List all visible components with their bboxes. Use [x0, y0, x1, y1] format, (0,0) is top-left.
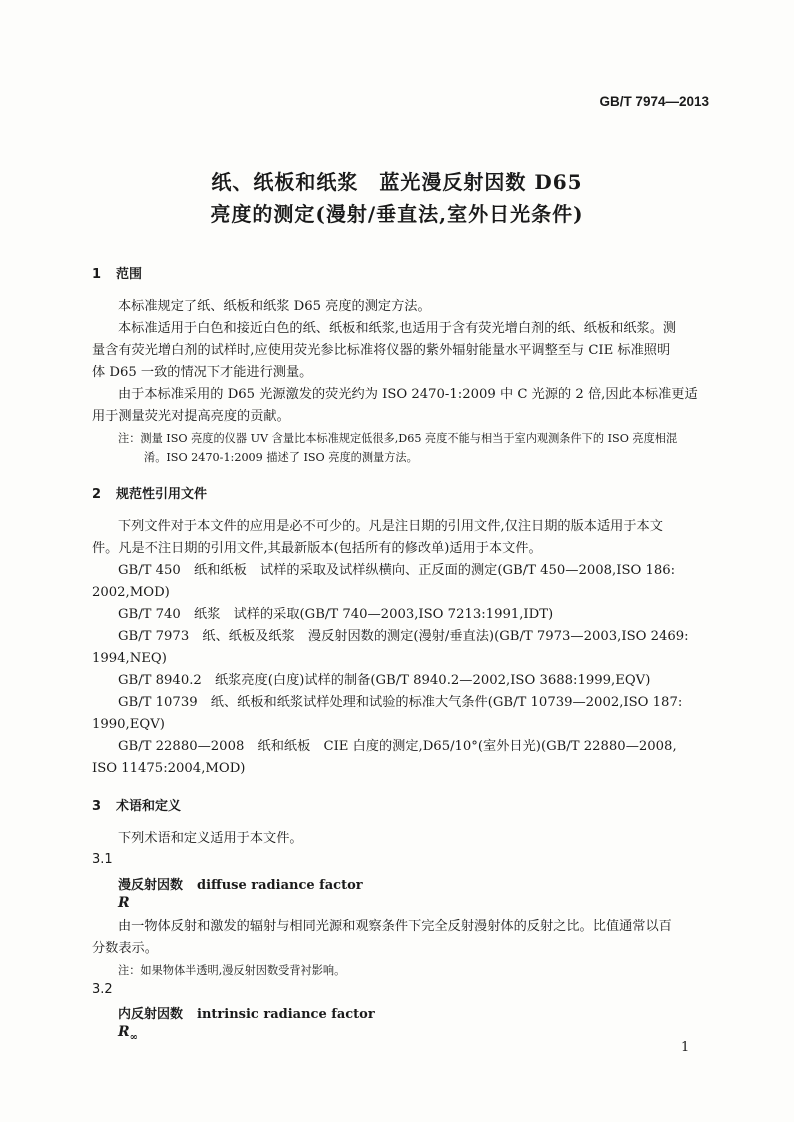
reference-item: GB/T 450 纸和纸板 试样的采取及试样纵横向、正反面的测定(GB/T 450—2008,ISO 186: — [118, 563, 676, 578]
term-chinese: 内反射因数 — [118, 1007, 184, 1022]
paragraph: 件。凡是不注日期的引用文件,其最新版本(包括所有的修改单)适用于本文件。 — [92, 541, 542, 556]
paragraph: 本标准适用于白色和接近白色的纸、纸板和纸浆,也适用于含有荧光增白剂的纸、纸板和纸浆。测 — [118, 321, 677, 336]
document-title-line-2: 亮度的测定(漫射/垂直法,室外日光条件) — [210, 202, 584, 226]
section-title: 术语和定义 — [116, 799, 182, 814]
note: 注：如果物体半透明,漫反射因数受背衬影响。 — [118, 964, 346, 977]
paragraph: 量含有荧光增白剂的试样时,应使用荧光参比标准将仪器的紫外辐射能量水平调整至与 CIE 标准照明 — [92, 343, 671, 358]
reference-item: GB/T 10739 纸、纸板和纸浆试样处理和试验的标准大气条件(GB/T 10739—2002,ISO 187: — [118, 695, 683, 710]
reference-item-continued: ISO 11475:2004,MOD) — [92, 761, 246, 776]
page-number: 1 — [681, 1040, 690, 1055]
term-heading — [118, 1003, 375, 1022]
paragraph: 下列文件对于本文件的应用是必不可少的。凡是注日期的引用文件,仅注日期的版本适用于本文 — [118, 519, 663, 534]
section-number: 2 — [92, 487, 102, 502]
term-symbol — [118, 1024, 138, 1043]
document-title-line-1: 纸、纸板和纸浆 蓝光漫反射因数 D65 — [211, 170, 583, 194]
term-number: 3.2 — [92, 982, 113, 997]
paragraph: 体 D65 一致的情况下才能进行测量。 — [92, 365, 313, 380]
note: 注：测量 ISO 亮度的仪器 UV 含量比本标准规定低很多,D65 亮度不能与相当于室内观测条件下的 ISO 亮度相混 — [118, 432, 678, 445]
symbol-subscript: ∞ — [129, 1031, 138, 1043]
reference-item: GB/T 8940.2 纸浆亮度(白度)试样的制备(GB/T 8940.2—2002,ISO 3688:1999,EQV) — [118, 673, 651, 688]
note: 淆。ISO 2470-1:2009 描述了 ISO 亮度的测量方法。 — [144, 451, 418, 464]
term-heading — [118, 874, 363, 893]
reference-item-continued: 1994,NEQ) — [92, 651, 167, 666]
term-definition: 分数表示。 — [92, 941, 158, 956]
section-2-heading — [92, 483, 207, 502]
term-chinese: 漫反射因数 — [118, 878, 184, 893]
section-3-heading — [92, 795, 181, 814]
reference-item: GB/T 22880—2008 纸和纸板 CIE 白度的测定,D65/10°(室外日光)(GB/T 22880—2008, — [118, 739, 677, 754]
paragraph: 本标准规定了纸、纸板和纸浆 D65 亮度的测定方法。 — [118, 299, 431, 314]
section-1-heading — [92, 263, 142, 282]
reference-item: GB/T 7973 纸、纸板及纸浆 漫反射因数的测定(漫射/垂直法)(GB/T 7973—2003,ISO 2469: — [118, 629, 689, 644]
standard-code: GB/T 7974—2013 — [599, 94, 709, 109]
term-english: diffuse radiance factor — [197, 878, 363, 893]
paragraph: 由于本标准采用的 D65 光源激发的荧光约为 ISO 2470-1:2009 中 C 光源的 2 倍,因此本标准更适 — [118, 387, 698, 402]
reference-item: GB/T 740 纸浆 试样的采取(GB/T 740—2003,ISO 7213:1991,IDT) — [118, 607, 554, 622]
section-number: 3 — [92, 799, 102, 814]
term-number: 3.1 — [92, 852, 113, 867]
section-title: 范围 — [116, 267, 143, 282]
paragraph: 用于测量荧光对提高亮度的贡献。 — [92, 409, 290, 424]
symbol-base: R — [118, 1024, 130, 1040]
reference-item-continued: 1990,EQV) — [92, 717, 165, 732]
term-definition: 由一物体反射和激发的辐射与相同光源和观察条件下完全反射漫射体的反射之比。比值通常以百 — [118, 919, 672, 934]
section-title: 规范性引用文件 — [116, 487, 208, 502]
reference-item-continued: 2002,MOD) — [92, 585, 170, 600]
term-symbol: R — [118, 895, 130, 911]
section-number: 1 — [92, 267, 102, 282]
paragraph: 下列术语和定义适用于本文件。 — [118, 831, 303, 846]
term-english: intrinsic radiance factor — [197, 1007, 375, 1022]
